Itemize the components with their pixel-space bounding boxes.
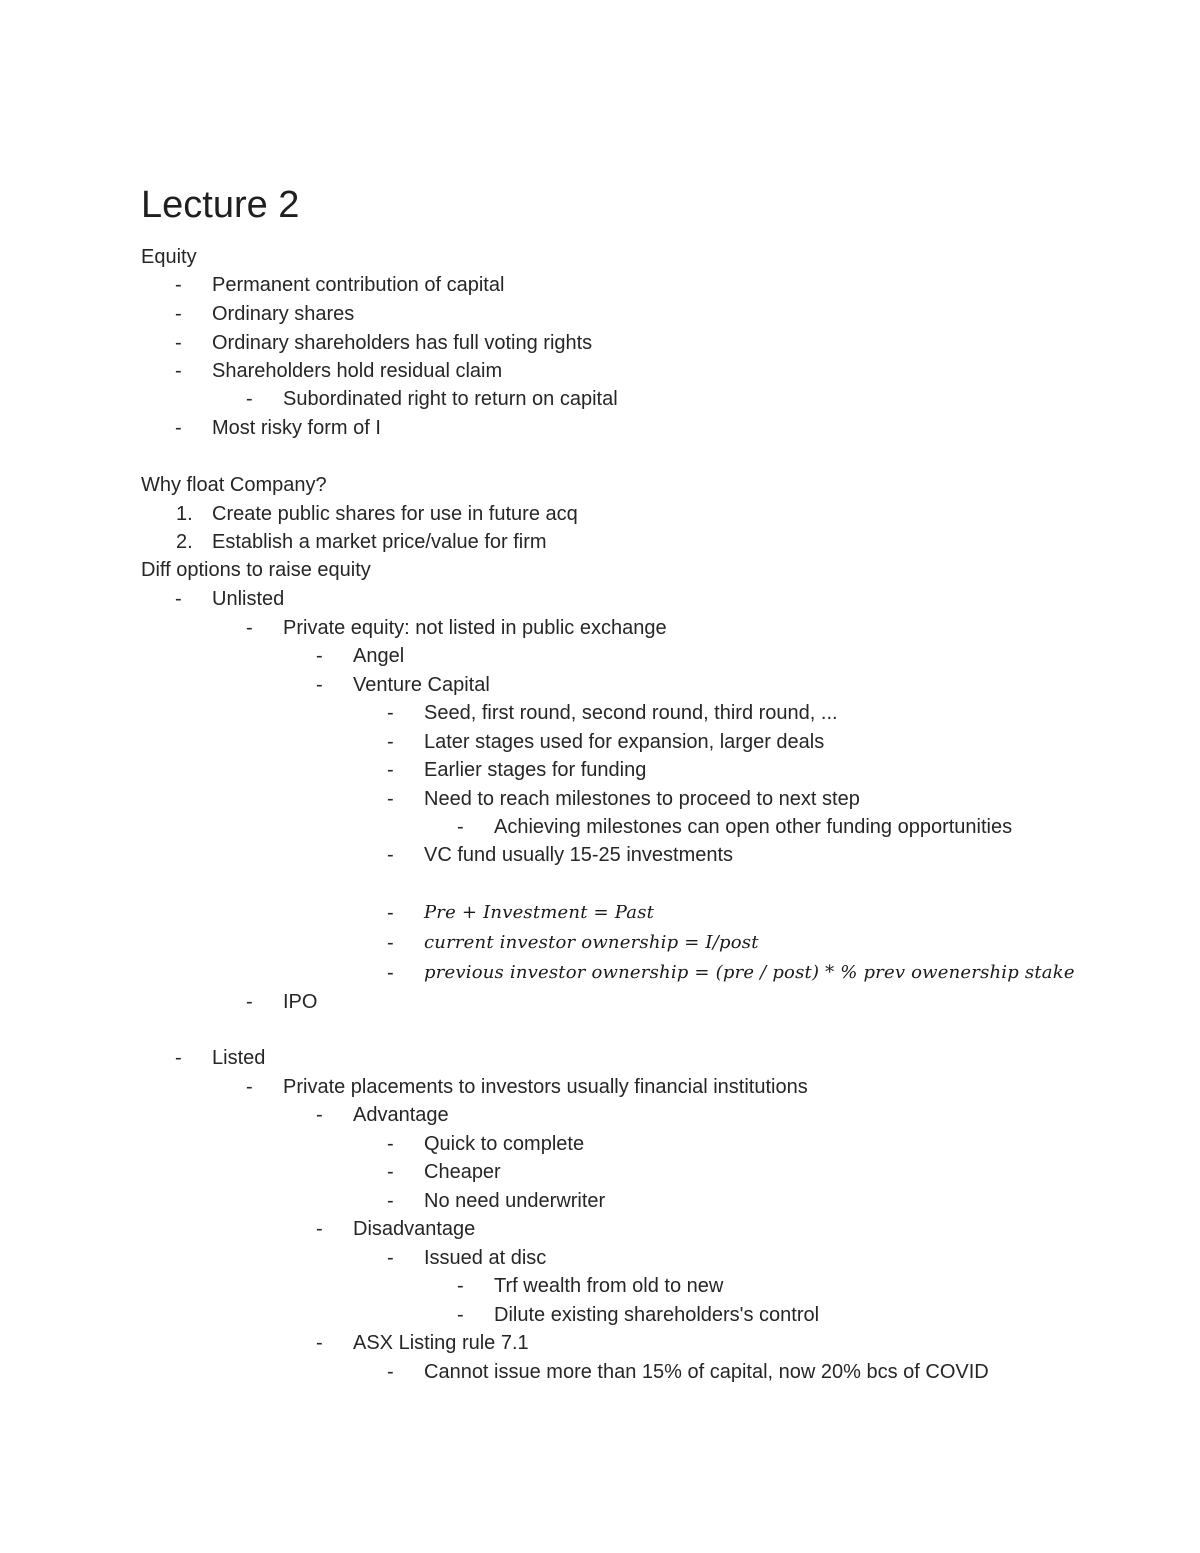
list-bullet: - bbox=[175, 274, 182, 296]
list-item-text: Private placements to investors usually financial institutions bbox=[283, 1076, 808, 1098]
list-item-text: Cannot issue more than 15% of capital, now 20% bcs of COVID bbox=[424, 1361, 989, 1383]
list-bullet: - bbox=[316, 1218, 323, 1240]
list-item-text: VC fund usually 15-25 investments bbox=[424, 844, 734, 866]
list-bullet: - bbox=[387, 1190, 394, 1212]
list-bullet: - bbox=[246, 991, 253, 1013]
list-item-text: Ordinary shares bbox=[212, 303, 355, 325]
list-bullet: - bbox=[175, 332, 182, 354]
list-bullet: - bbox=[387, 844, 394, 866]
list-bullet: - bbox=[316, 674, 323, 696]
list-item-text: Unlisted bbox=[212, 588, 285, 610]
list-item-text: Shareholders hold residual claim bbox=[212, 360, 503, 382]
list-bullet: - bbox=[387, 731, 394, 753]
section-heading bbox=[141, 556, 371, 584]
list-item-text: Achieving milestones can open other funding opportunities bbox=[494, 816, 1013, 838]
list-bullet: - bbox=[246, 617, 253, 639]
list-bullet: - bbox=[387, 1161, 394, 1183]
list-item-text: ASX Listing rule 7.1 bbox=[353, 1332, 529, 1354]
list-item-text: Most risky form of I bbox=[212, 417, 381, 439]
list-item-text: Ordinary shareholders has full voting rights bbox=[212, 332, 593, 354]
list-item-text: Disadvantage bbox=[353, 1218, 476, 1240]
list-item-text: Create public shares for use in future acq bbox=[212, 503, 578, 525]
list-bullet: - bbox=[387, 702, 394, 724]
list-bullet: - bbox=[387, 1133, 394, 1155]
list-bullet: - bbox=[175, 360, 182, 382]
list-item-text: Venture Capital bbox=[353, 674, 490, 696]
list-bullet: - bbox=[175, 1047, 182, 1069]
list-bullet: - bbox=[387, 788, 394, 810]
list-item-text: Trf wealth from old to new bbox=[494, 1275, 724, 1297]
list-bullet: - bbox=[387, 902, 394, 924]
list-bullet: - bbox=[175, 417, 182, 439]
list-item-text: Need to reach milestones to proceed to next step bbox=[424, 788, 860, 810]
list-bullet: - bbox=[175, 303, 182, 325]
list-item-text: IPO bbox=[283, 991, 318, 1013]
list-bullet: - bbox=[246, 1076, 253, 1098]
list-bullet: - bbox=[457, 1304, 464, 1326]
list-number: 2. bbox=[176, 531, 193, 553]
list-bullet: - bbox=[316, 1332, 323, 1354]
formula-text: Pre + Investment = Past bbox=[424, 902, 655, 923]
list-item-text: Issued at disc bbox=[424, 1247, 547, 1269]
list-item-text: Quick to complete bbox=[424, 1133, 585, 1155]
list-bullet: - bbox=[387, 1247, 394, 1269]
section-heading-text: Why float Company? bbox=[141, 474, 327, 496]
list-item-text: Establish a market price/value for firm bbox=[212, 531, 547, 553]
section-heading-text: Diff options to raise equity bbox=[141, 559, 371, 581]
page-title: Lecture 2 bbox=[141, 184, 300, 226]
list-item-text: Cheaper bbox=[424, 1161, 501, 1183]
list-item-text: Seed, first round, second round, third round, ... bbox=[424, 702, 838, 724]
list-item-text: Listed bbox=[212, 1047, 266, 1069]
list-bullet: - bbox=[246, 388, 253, 410]
list-bullet: - bbox=[457, 816, 464, 838]
section-heading-text: Equity bbox=[141, 246, 197, 268]
list-item-text: Earlier stages for funding bbox=[424, 759, 647, 781]
list-item-text: Permanent contribution of capital bbox=[212, 274, 505, 296]
list-number: 1. bbox=[176, 503, 193, 525]
list-item-text: Dilute existing shareholders's control bbox=[494, 1304, 820, 1326]
list-item-text: Private equity: not listed in public exchange bbox=[283, 617, 667, 639]
list-item-text: Angel bbox=[353, 645, 405, 667]
formula-text: previous investor ownership = (pre / post) * % prev owenership stake bbox=[424, 962, 1075, 983]
list-bullet: - bbox=[387, 962, 394, 984]
list-bullet: - bbox=[387, 1361, 394, 1383]
list-bullet: - bbox=[175, 588, 182, 610]
list-item-text: No need underwriter bbox=[424, 1190, 606, 1212]
section-heading bbox=[141, 243, 197, 271]
formula-text: current investor ownership = I/post bbox=[424, 932, 759, 953]
section-heading bbox=[141, 471, 327, 499]
list-bullet: - bbox=[316, 1104, 323, 1126]
list-item-text: Advantage bbox=[353, 1104, 449, 1126]
list-bullet: - bbox=[457, 1275, 464, 1297]
list-bullet: - bbox=[316, 645, 323, 667]
list-item-text: Subordinated right to return on capital bbox=[283, 388, 618, 410]
list-bullet: - bbox=[387, 759, 394, 781]
list-bullet: - bbox=[387, 932, 394, 954]
list-item-text: Later stages used for expansion, larger deals bbox=[424, 731, 825, 753]
